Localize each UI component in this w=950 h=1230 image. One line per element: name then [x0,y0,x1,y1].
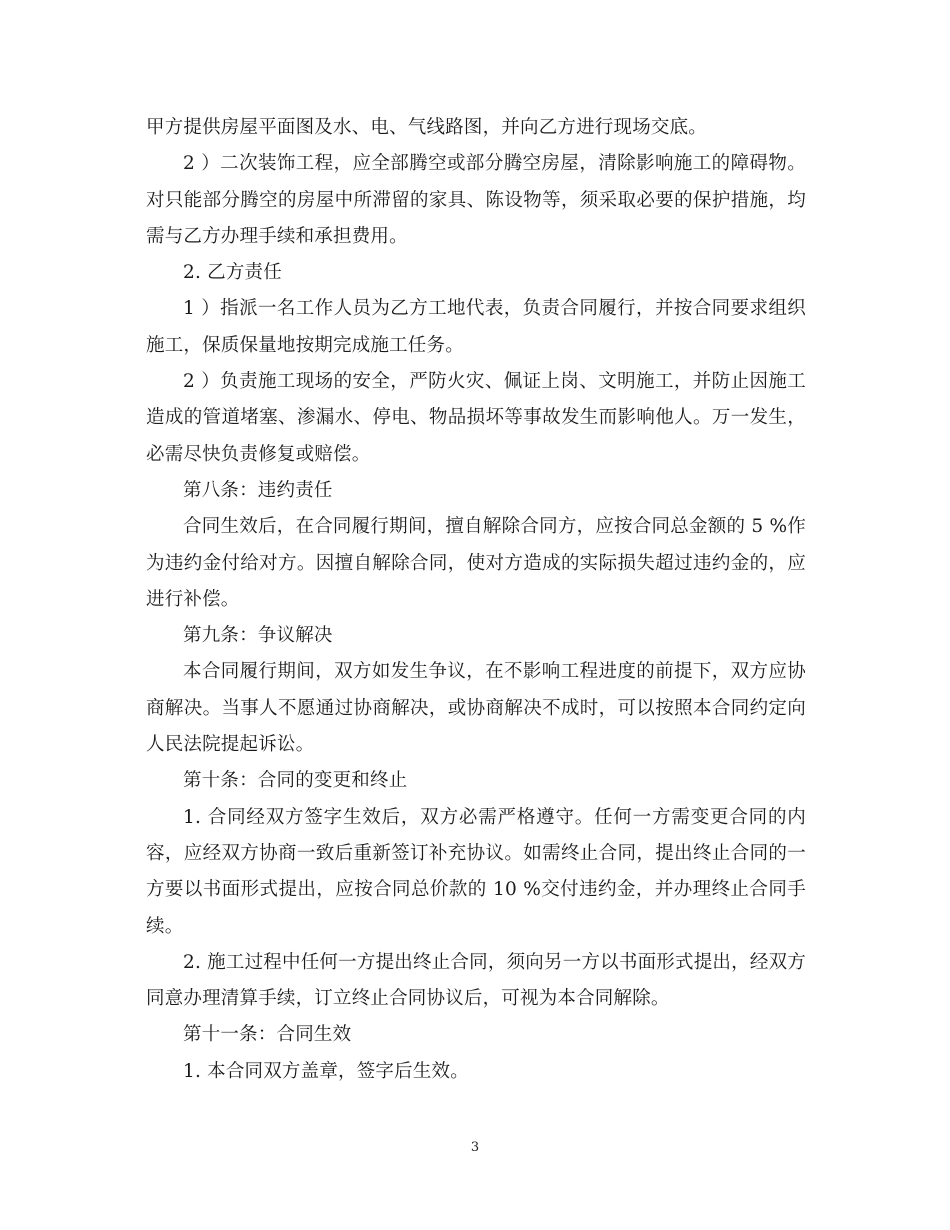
page-number: 3 [470,1140,480,1155]
article-heading-9: 第九条：争议解决 [183,625,333,647]
paragraph-13: 1. 本合同双方盖章，签字后生效。 [183,1060,469,1082]
document-body [146,110,806,1090]
paragraph-10: 1. 合同经双方签字生效后，双方必需严格遵守。任何一方需变更合同的内容，应经双方协商一致后重新签订补充协议。如需终止合同，提出终止合同的一方要以书面形式提出，应按合同总价款的 10 %交付违约金，并办理终止合同手续。 [146,806,806,937]
paragraph-1: 2 ）二次装饰工程，应全部腾空或部分腾空房屋，清除影响施工的障碍物。对只能部分腾空的房屋中所滞留的家具、陈设物等，须采取必要的保护措施，均需与乙方办理手续和承担费用。 [146,153,806,247]
paragraph-11: 2. 施工过程中任何一方提出终止合同，须向另一方以书面形式提出，经双方同意办理清算手续，订立终止合同协议后，可视为本合同解除。 [146,951,806,1010]
article-heading-10: 第十条：合同的变更和终止 [183,770,408,792]
paragraph-0: 甲方提供房屋平面图及水、电、气线路图，并向乙方进行现场交底。 [146,117,708,138]
paragraph-6: 合同生效后，在合同履行期间，擅自解除合同方，应按合同总金额的 5 %作为违约金付给对方。因擅自解除合同，使对方造成的实际损失超过违约金的，应进行补偿。 [146,516,806,610]
article-heading-8: 第八条：违约责任 [183,479,333,501]
paragraph-4: 2 ）负责施工现场的安全，严防火灾、佩证上岗、文明施工，并防止因施工造成的管道堵塞、渗漏水、停电、物品损坏等事故发生而影响他人。万一发生，必需尽快负责修复或赔偿。 [146,371,806,465]
paragraph-8: 本合同履行期间，双方如发生争议，在不影响工程进度的前提下，双方应协商解决。当事人不愿通过协商解决，或协商解决不成时，可以按照本合同约定向人民法院提起诉讼。 [146,661,806,756]
section-heading-party-b: 2. 乙方责任 [183,262,282,284]
article-heading-11: 第十一条：合同生效 [183,1024,352,1046]
paragraph-3: 1 ）指派一名工作人员为乙方工地代表，负责合同履行，并按合同要求组织施工，保质保量地按期完成施工任务。 [146,298,806,356]
